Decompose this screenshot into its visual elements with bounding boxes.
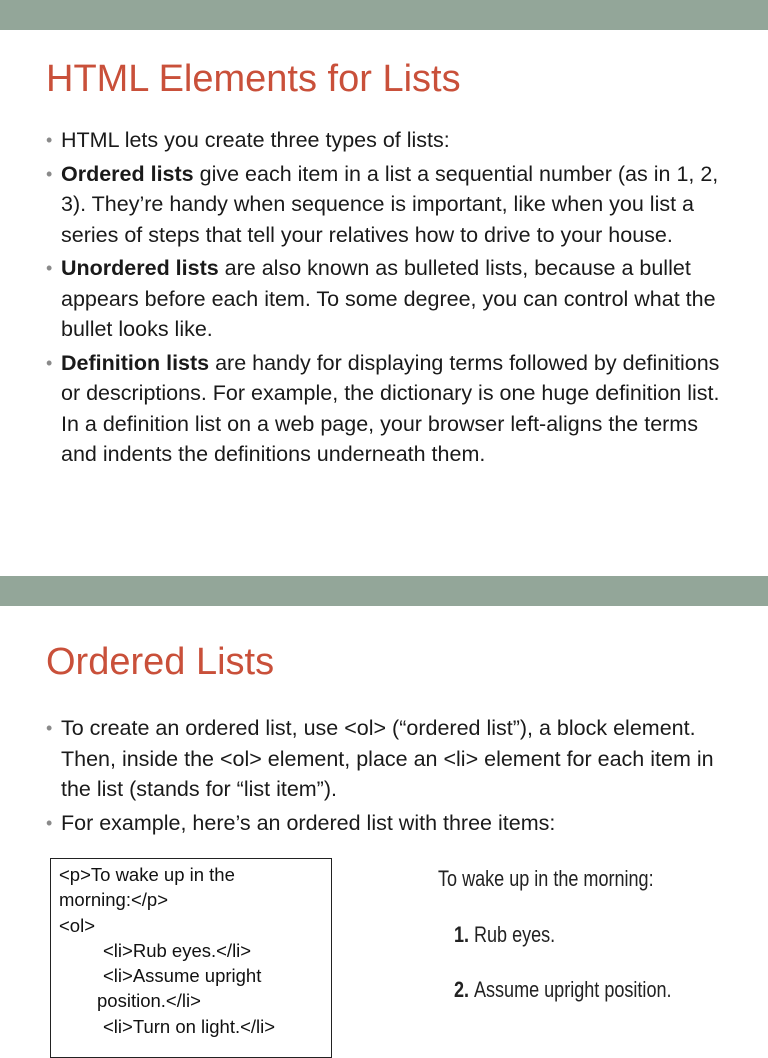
code-line: <ol> bbox=[59, 914, 96, 936]
bullet-dot-icon: • bbox=[46, 163, 53, 184]
example-item-number: 1. bbox=[454, 922, 470, 947]
bullet-lead-term: Definition lists bbox=[61, 350, 210, 375]
bullet-list bbox=[46, 713, 736, 841]
code-line: morning:</p> bbox=[59, 889, 169, 911]
bullet-dot-icon: • bbox=[46, 352, 53, 373]
bullet-dot-icon: • bbox=[46, 258, 53, 278]
bullet-text: are handy for displaying terms followed by definitions or descriptions. For example, the dictionary is one huge definition list. In a definition list on a web page, your browser left-aligns the terms and indents the definitions underneath them. bbox=[61, 350, 720, 466]
slide-title: HTML Elements for Lists bbox=[46, 58, 461, 100]
bullet-list bbox=[46, 125, 736, 473]
bullet-item bbox=[46, 713, 736, 805]
rendered-list-example bbox=[428, 860, 748, 1030]
bullet-lead-term: Unordered lists bbox=[61, 256, 219, 280]
example-item-text: Assume upright position. bbox=[473, 977, 672, 1002]
code-line: <li>Turn on light.</li> bbox=[103, 1015, 276, 1037]
example-item-number: 2. bbox=[454, 977, 470, 1002]
slide-title: Ordered Lists bbox=[46, 641, 275, 683]
code-line: <p>To wake up in the bbox=[59, 864, 235, 885]
bullet-item bbox=[46, 253, 736, 345]
example-item-text: Rub eyes. bbox=[473, 922, 556, 947]
bullet-dot-icon: • bbox=[46, 718, 53, 738]
code-line: <li>Assume upright bbox=[103, 965, 262, 987]
bullet-item bbox=[46, 808, 736, 839]
example-list-item bbox=[454, 977, 672, 1003]
top-divider-bar bbox=[0, 0, 768, 30]
example-list-item bbox=[454, 922, 555, 948]
code-example-box bbox=[50, 858, 332, 1058]
bullet-item bbox=[46, 125, 736, 156]
bullet-text: To create an ordered list, use <ol> (“ordered list”), a block element. Then, inside the <ol> element, place an <li> element for each item in the list (stands for “list item”). bbox=[61, 716, 714, 801]
slide-html-elements-for-lists bbox=[0, 30, 768, 576]
bullet-text: are also known as bulleted lists, because a bullet appears before each item. To some degree, you can control what the bullet looks like. bbox=[61, 256, 716, 341]
example-heading: To wake up in the morning: bbox=[438, 866, 654, 891]
bullet-item bbox=[46, 348, 736, 470]
bullet-lead-term: Ordered lists bbox=[61, 161, 194, 186]
bullet-dot-icon: • bbox=[46, 130, 53, 150]
bullet-text: HTML lets you create three types of lists: bbox=[61, 128, 450, 152]
bullet-text: give each item in a list a sequential number (as in 1, 2, 3). They’re handy when sequence is important, like when you list a series of steps that tell your relatives how to drive to your house. bbox=[61, 161, 719, 247]
code-line: <li>Rub eyes.</li> bbox=[103, 939, 252, 961]
code-line: position.</li> bbox=[97, 990, 201, 1012]
bullet-dot-icon: • bbox=[46, 812, 53, 833]
bullet-item bbox=[46, 159, 736, 251]
middle-divider-bar bbox=[0, 576, 768, 606]
bullet-text: For example, here’s an ordered list with three items: bbox=[61, 810, 556, 835]
slide-ordered-lists bbox=[0, 606, 768, 1037]
